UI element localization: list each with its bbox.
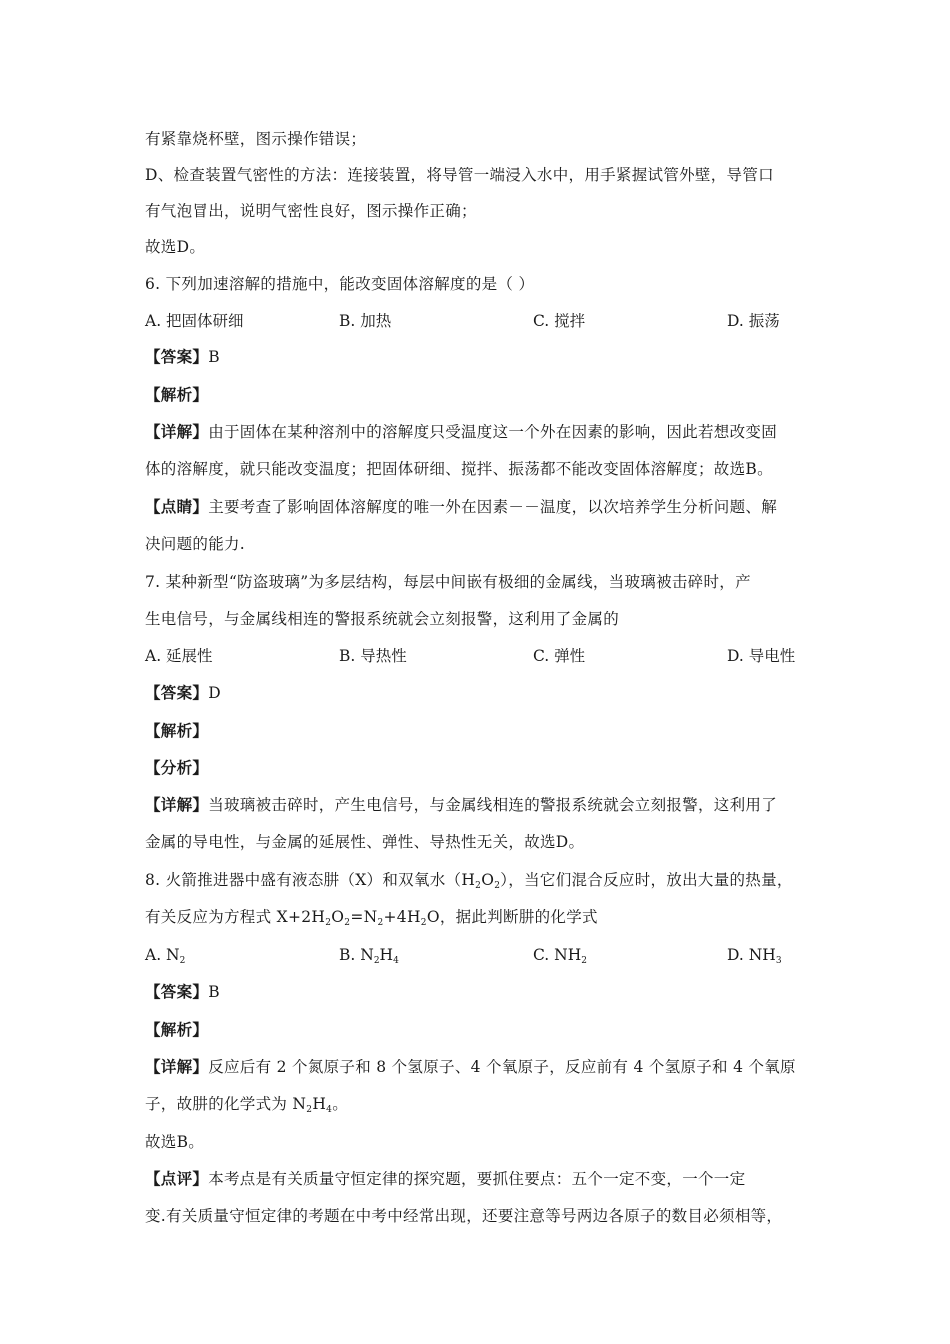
q8-option-a: A. $N_2$ [145,946,186,966]
question-7: 7. 某种新型“防盗玻璃”为多层结构，每层中间嵌有极细的金属线，当玻璃被击碎时，产 [145,573,751,591]
q6-option-b: B. 加热 [339,312,392,330]
q7-detail: 【详解】当玻璃被击碎时，产生电信号，与金属线相连的警报系统就会立刻报警，这利用了 [145,796,778,814]
q6-option-a: A. 把固体研细 [145,312,244,330]
q8-option-c: C. $NH_2$ [533,946,587,966]
q8-conclusion: 故选B。 [145,1133,205,1151]
q7-option-b: B. 导热性 [339,647,407,665]
q8-review: 【点评】本考点是有关质量守恒定律的探究题，要抓住要点：五个一定不变，一个一定 [145,1170,746,1188]
q6-option-d: D. 振荡 [727,312,780,330]
text-line: 故选D。 [145,238,206,256]
text-line: 有气泡冒出，说明气密性良好，图示操作正确； [145,202,477,220]
q8-option-b: B. $N_2H_4$ [339,946,399,966]
q7-answer: 【答案】D [145,684,221,702]
q8-review: 变.有关质量守恒定律的考题在中考中经常出现，还要注意等号两边各原子的数目必须相等， [145,1207,783,1225]
q7-jiexi: 【解析】 [145,722,209,740]
q6-answer: 【答案】B [145,348,220,366]
q8-jiexi: 【解析】 [145,1021,209,1039]
text-line: 有紧靠烧杯壁，图示操作错误； [145,130,367,148]
q6-detail: 体的溶解度，就只能改变温度；把固体研细、搅拌、振荡都不能改变固体溶解度；故选B。 [145,460,773,478]
q8-detail: 子，故肼的化学式为 $N_2H_4$。 [145,1095,348,1115]
question-8-equation: 有关反应为方程式 $X+2H_2O_2=N_2+4H_2O$，据此判断肼的化学式 [145,908,598,928]
q7-option-a: A. 延展性 [145,647,213,665]
q7-detail: 金属的导电性，与金属的延展性、弹性、导热性无关，故选D。 [145,833,585,851]
q8-answer: 【答案】B [145,983,220,1001]
q6-point: 决问题的能力. [145,535,246,553]
q6-point: 【点睛】主要考查了影响固体溶解度的唯一外在因素－－温度，以次培养学生分析问题、解 [145,498,778,516]
q6-jiexi: 【解析】 [145,386,209,404]
q8-detail: 【详解】反应后有 2 个氮原子和 8 个氢原子、4 个氧原子，反应前有 4 个氢原子和 4 个氧原 [145,1058,796,1076]
q7-option-c: C. 弹性 [533,647,586,665]
question-6: 6. 下列加速溶解的措施中，能改变固体溶解度的是（ ） [145,275,535,293]
text-line: D、检查装置气密性的方法：连接装置，将导管一端浸入水中，用手紧握试管外壁，导管口 [145,166,774,184]
q6-option-c: C. 搅拌 [533,312,586,330]
q6-detail: 【详解】由于固体在某种溶剂中的溶解度只受温度这一个外在因素的影响，因此若想改变固 [145,423,778,441]
q8-option-d: D. $NH_3$ [727,946,782,966]
question-7: 生电信号，与金属线相连的警报系统就会立刻报警，这利用了金属的 [145,610,620,628]
q7-option-d: D. 导电性 [727,647,796,665]
q7-fenxi: 【分析】 [145,759,209,777]
question-8: 8. 火箭推进器中盛有液态肼（X）和双氧水$(H_2O_2)$，当它们混合反应时，放出大量的热量， [145,871,793,891]
